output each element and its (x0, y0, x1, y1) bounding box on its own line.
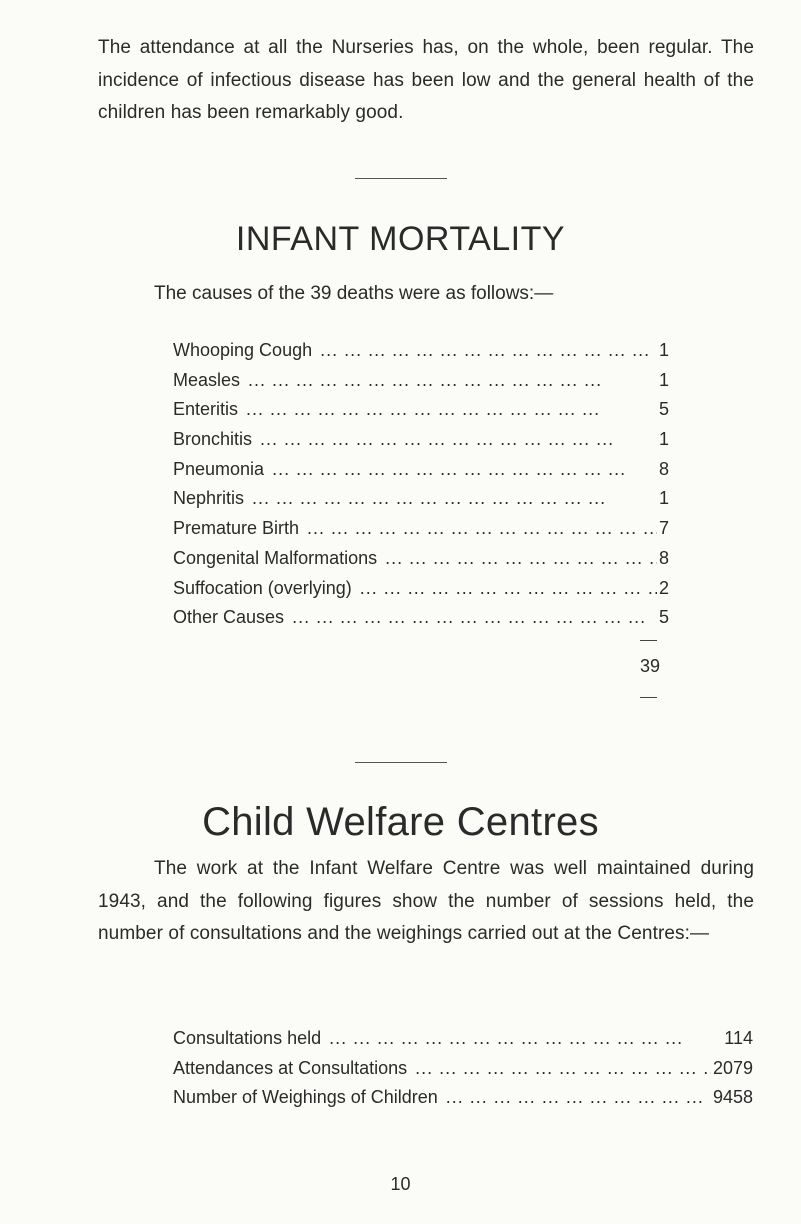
list-item: Premature Birth ... . 7 (173, 514, 669, 544)
list-item: Nephritis ... . 1 (173, 484, 669, 514)
total-rule-top (640, 640, 657, 641)
list-item: Bronchitis ... . 1 (173, 425, 669, 455)
total-rule-bottom (640, 697, 657, 698)
intro-paragraph: The attendance at all the Nurseries has, on the whole, been regular. The incidence of infectious disease has been low and the general health of the children has been remarkably good. (98, 37, 754, 123)
list-item: Number of Weighings of Children ... . 9458 (173, 1083, 753, 1113)
section-divider (355, 178, 447, 179)
list-item: Pneumonia ... . 8 (173, 455, 669, 485)
child-welfare-heading: Child Welfare Centres (202, 800, 599, 844)
list-item: Measles ... . 1 (173, 366, 669, 396)
deaths-total: 39 (640, 656, 661, 676)
welfare-paragraph: The work at the Infant Welfare Centre was well maintained during 1943, and the following figures show the number of sessions held, the number of consultations and the weighings carried out at the Centres:— (98, 858, 754, 944)
list-item: Enteritis ... . 5 (173, 395, 669, 425)
mortality-intro: The causes of the 39 deaths were as follows:— (154, 283, 554, 304)
list-item: Suffocation (overlying) ... . 2 (173, 574, 669, 604)
causes-list (173, 336, 669, 633)
infant-mortality-heading: INFANT MORTALITY (235, 220, 566, 258)
list-item: Whooping Cough ... . 1 (173, 336, 669, 366)
page-number: 10 (390, 1174, 411, 1194)
list-item: Other Causes ... . 5 (173, 603, 669, 633)
section-divider (355, 762, 447, 763)
list-item: Attendances at Consultations ... . 2079 (173, 1054, 753, 1084)
welfare-figures-list (173, 1024, 753, 1113)
list-item: Consultations held ... . 114 (173, 1024, 753, 1054)
list-item: Congenital Malformations ... . 8 (173, 544, 669, 574)
